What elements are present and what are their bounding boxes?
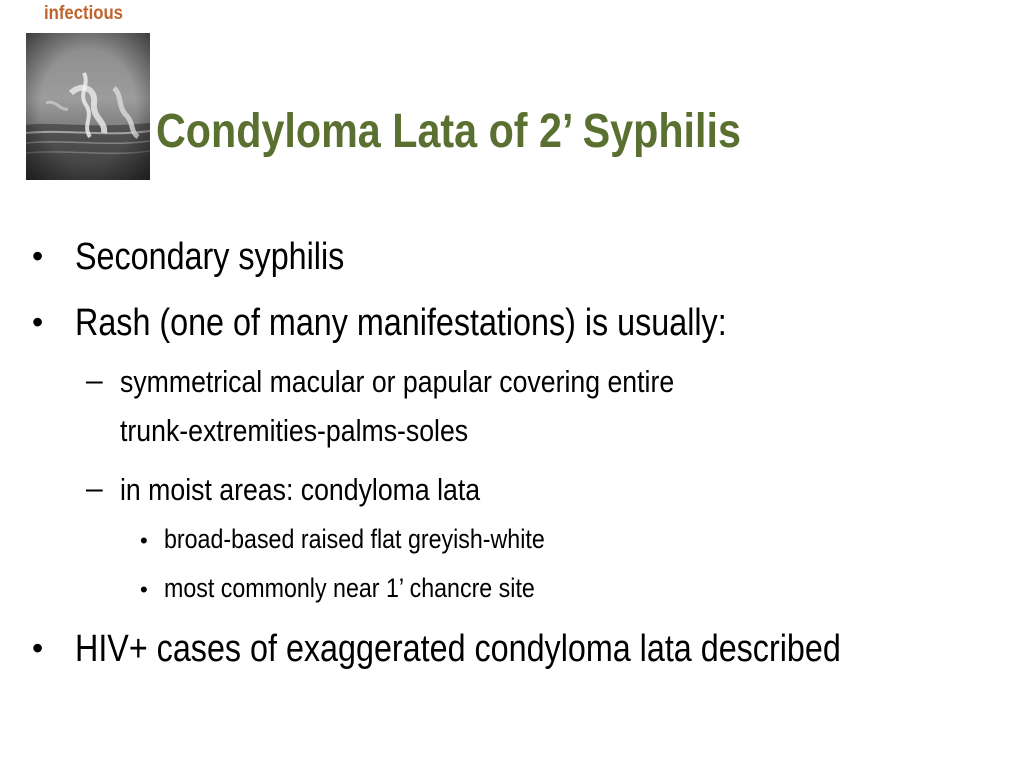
bullet-text: Rash (one of many manifestations) is usually:: [75, 302, 727, 344]
bullet-marker: •: [32, 238, 44, 274]
microscopy-thumbnail-icon: [26, 33, 150, 180]
sub-bullet-text: symmetrical macular or papular covering entire: [120, 364, 675, 399]
sub-sub-bullet-marker: •: [140, 528, 148, 553]
bullet-text: Secondary syphilis: [75, 236, 345, 278]
sub-bullet-text-continuation: trunk-extremities-palms-soles: [120, 413, 469, 448]
dash-marker: –: [86, 364, 103, 397]
sub-sub-bullet-text: broad-based raised flat greyish-white: [164, 524, 545, 554]
dash-marker: –: [86, 472, 103, 505]
bullet-marker: •: [32, 304, 44, 340]
bullet-text: HIV+ cases of exaggerated condyloma lata described: [75, 628, 841, 670]
bullet-marker: •: [32, 630, 44, 666]
slide-title: Condyloma Lata of 2’ Syphilis: [156, 105, 741, 158]
sub-bullet-text: in moist areas: condyloma lata: [120, 472, 481, 507]
sub-sub-bullet-marker: •: [140, 577, 148, 602]
section-tag: infectious: [44, 3, 123, 24]
sub-sub-bullet-text: most commonly near 1’ chancre site: [164, 573, 535, 603]
